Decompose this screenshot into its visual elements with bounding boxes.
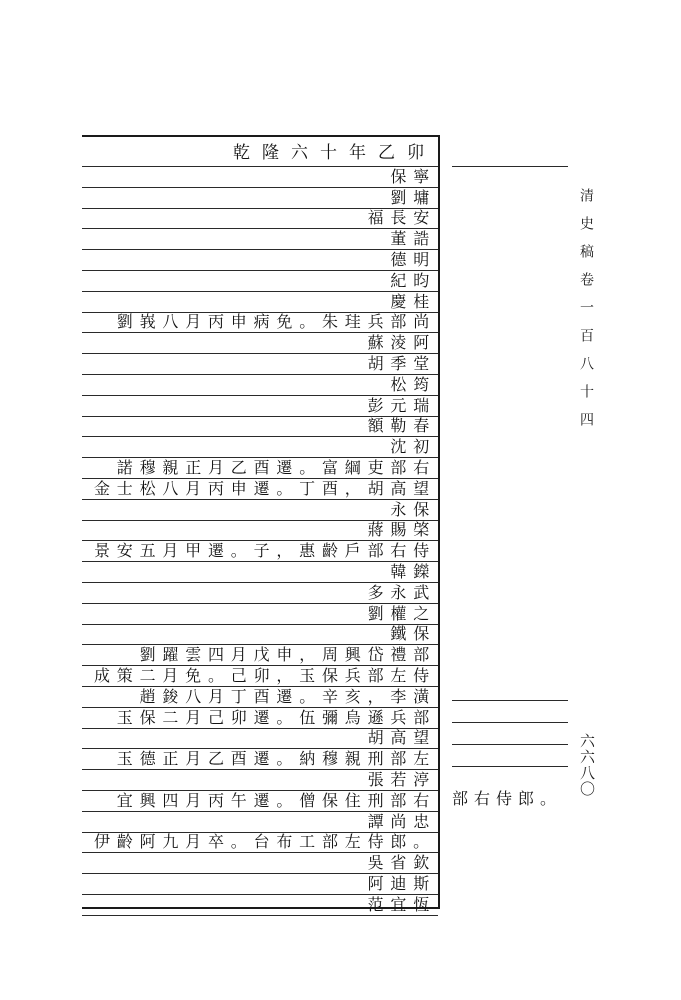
row-text: 德明 <box>390 249 436 269</box>
table-row <box>82 583 438 604</box>
row-text: 金士松八月丙申遷。丁酉，胡高望 <box>93 478 436 498</box>
table-row <box>82 396 438 417</box>
row-text: 永保 <box>390 499 436 519</box>
table-row <box>82 209 438 230</box>
table-row <box>82 458 438 479</box>
table-row <box>82 521 438 542</box>
row-rule <box>82 915 438 916</box>
table-row <box>82 749 438 770</box>
row-text: 范宜恆 <box>367 894 436 914</box>
row-text: 宜興四月丙午遷。僧保住刑部右 <box>116 790 436 810</box>
side-column-rule <box>452 166 568 167</box>
row-text: 吳省欽 <box>367 853 436 873</box>
row-text: 松筠 <box>390 374 436 394</box>
side-column-rule <box>452 722 568 723</box>
table-row <box>82 417 438 438</box>
table-row <box>82 645 438 666</box>
table-row <box>82 479 438 500</box>
table-row <box>82 625 438 646</box>
side-column-rule <box>452 766 568 767</box>
table-row <box>82 770 438 791</box>
row-text: 張若渟 <box>367 769 436 789</box>
row-text: 阿迪斯 <box>367 873 436 893</box>
row-text: 韓鑅 <box>390 561 436 581</box>
table-row <box>82 313 438 334</box>
table-row <box>82 229 438 250</box>
row-text: 董誥 <box>390 229 436 249</box>
row-text: 蘇淩阿 <box>367 333 436 353</box>
table-row <box>82 271 438 292</box>
table-title-row <box>82 137 438 167</box>
row-text: 玉德正月乙酉遷。納穆親刑部左 <box>116 749 436 769</box>
row-text: 譚尚忠 <box>367 811 436 831</box>
table-row <box>82 604 438 625</box>
row-text: 諾穆親正月乙酉遷。富綱吏部右 <box>116 457 436 477</box>
side-column-rule <box>452 700 568 701</box>
table-row <box>82 708 438 729</box>
row-text: 慶桂 <box>390 291 436 311</box>
page-number: 六六八〇 <box>578 733 596 797</box>
row-text: 胡高望 <box>367 728 436 748</box>
row-text: 劉墉 <box>390 187 436 207</box>
table-row <box>82 437 438 458</box>
row-text: 胡季堂 <box>367 353 436 373</box>
row-text: 趙鋑八月丁酉遷。辛亥，李潢 <box>139 686 436 706</box>
row-text: 鐵保 <box>390 624 436 644</box>
row-text: 劉躍雲四月戊申，周興岱禮部 <box>139 645 436 665</box>
row-text: 多永武 <box>367 582 436 602</box>
table-row <box>82 500 438 521</box>
table-row <box>82 562 438 583</box>
table-row <box>82 812 438 833</box>
row-text: 伊齡阿九月卒。台布工部左侍郎。 <box>93 832 436 852</box>
row-text: 保寧 <box>390 166 436 186</box>
row-text: 劉權之 <box>367 603 436 623</box>
table-row <box>82 188 438 209</box>
table-row <box>82 354 438 375</box>
table-row <box>82 167 438 188</box>
appointments-table <box>82 137 438 916</box>
table-row <box>82 250 438 271</box>
table-row <box>82 833 438 854</box>
row-text: 額勒春 <box>367 416 436 436</box>
row-text: 劉峩八月丙申病免。朱珪兵部尚 <box>116 312 436 332</box>
table-row <box>82 541 438 562</box>
row-text: 成策二月免。己卯，玉保兵部左侍 <box>93 665 436 685</box>
table-row <box>82 895 438 916</box>
side-column-rule <box>452 744 568 745</box>
table-row <box>82 791 438 812</box>
table-row <box>82 333 438 354</box>
table-row <box>82 687 438 708</box>
side-column-title: 部右侍郎。 <box>452 789 563 808</box>
table-right-border <box>438 135 440 909</box>
row-text: 紀昀 <box>390 270 436 290</box>
row-text: 玉保二月己卯遷。伍彌烏遜兵部 <box>116 707 436 727</box>
row-text: 蔣賜棨 <box>367 520 436 540</box>
table-row <box>82 375 438 396</box>
row-text: 沈初 <box>390 437 436 457</box>
table-title: 乾隆六十年乙卯 <box>233 143 436 163</box>
running-head: 清史稿卷一百八十四 <box>578 188 594 440</box>
table-row <box>82 853 438 874</box>
row-text: 彭元瑞 <box>367 395 436 415</box>
side-column <box>452 137 572 907</box>
table-row <box>82 874 438 895</box>
row-text: 福長安 <box>367 208 436 228</box>
table-row <box>82 292 438 313</box>
table-row <box>82 666 438 687</box>
table-row <box>82 729 438 750</box>
row-text: 景安五月甲遷。子，惠齡戶部右侍 <box>93 541 436 561</box>
